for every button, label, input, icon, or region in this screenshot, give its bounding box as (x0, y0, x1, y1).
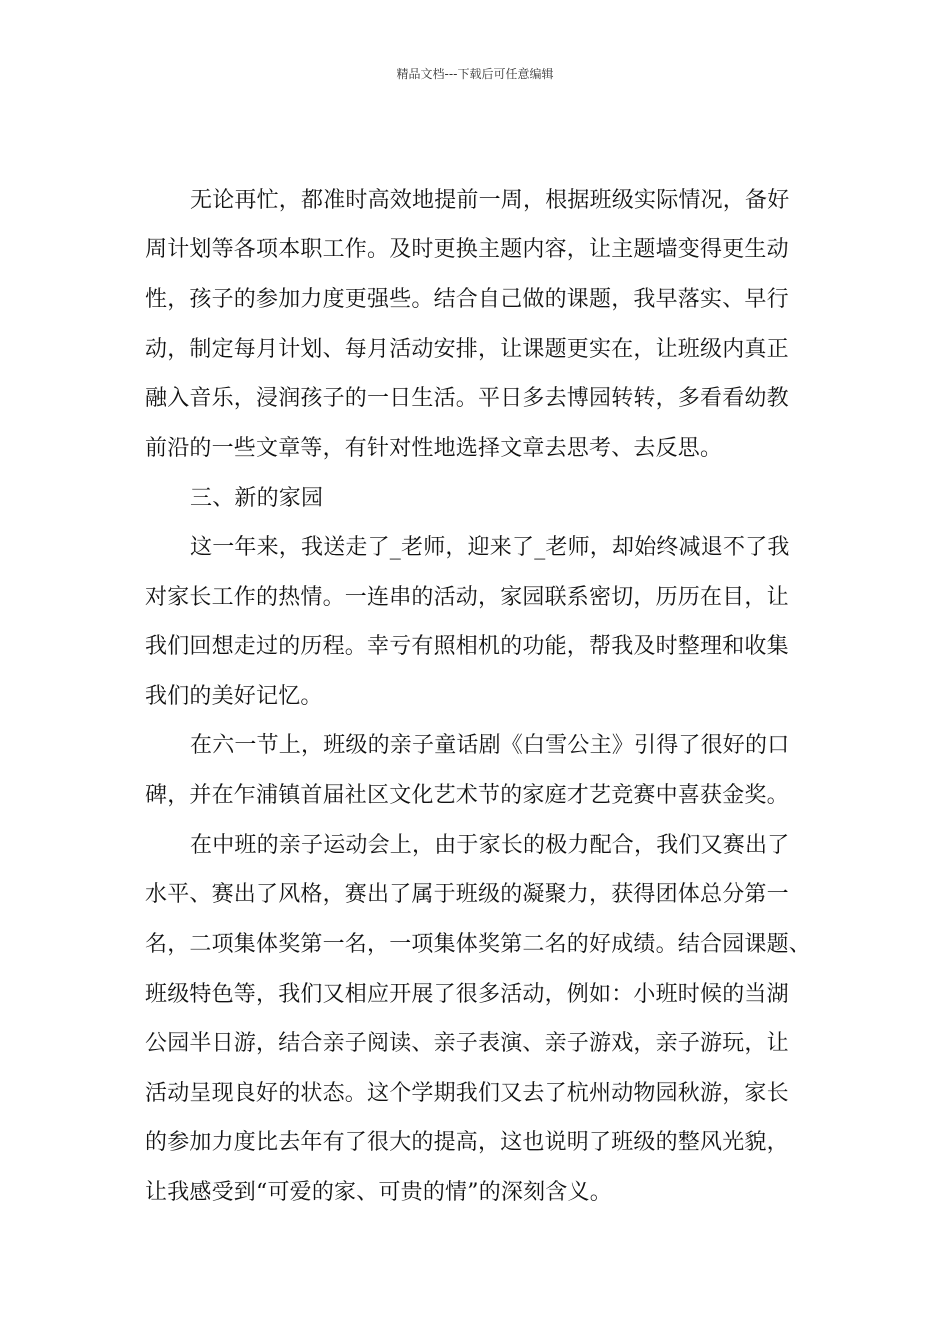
text-line: 让我感受到“可爱的家、可贵的情”的深刻含义。 (145, 1180, 612, 1205)
text-line: 碑，并在乍浦镇首届社区文化艺术节的家庭才艺竞赛中喜获金奖。 (145, 783, 789, 808)
text-line: 融入音乐，浸润孩子的一日生活。平日多去博园转转，多看看幼教 (145, 386, 789, 411)
page-header: 精品文档---下载后可任意编辑 (396, 67, 554, 81)
text-line: 班级特色等，我们又相应开展了很多活动，例如：小班时候的当湖 (145, 982, 789, 1007)
text-line: 这一年来，我送走了_老师，迎来了_老师，却始终减退不了我 (190, 535, 790, 560)
text-line: 前沿的一些文章等，有针对性地选择文章去思考、去反思。 (145, 436, 723, 461)
text-line: 动，制定每月计划、每月活动安排，让课题更实在，让班级内真正 (145, 337, 789, 362)
section-heading: 三、新的家园 (190, 486, 324, 511)
text-line: 活动呈现良好的状态。这个学期我们又去了杭州动物园秋游，家长 (145, 1081, 789, 1106)
text-line: 我们的美好记忆。 (145, 684, 323, 709)
text-line: 我们回想走过的历程。幸亏有照相机的功能，帮我及时整理和收集 (145, 634, 789, 659)
text-line: 在六一节上，班级的亲子童话剧《白雪公主》引得了很好的口 (190, 733, 790, 758)
text-line: 性，孩子的参加力度更强些。结合自己做的课题，我早落实、早行 (145, 287, 789, 312)
text-line: 在中班的亲子运动会上，由于家长的极力配合，我们又赛出了 (190, 833, 790, 858)
text-line: 名，二项集体奖第一名，一项集体奖第二名的好成绩。结合园课题、 (145, 932, 812, 957)
text-line: 周计划等各项本职工作。及时更换主题内容，让主题墙变得更生动 (145, 237, 789, 262)
text-line: 的参加力度比去年有了很大的提高，这也说明了班级的整风光貌， (145, 1130, 789, 1155)
text-line: 公园半日游，结合亲子阅读、亲子表演、亲子游戏，亲子游玩，让 (145, 1031, 789, 1056)
text-line: 无论再忙，都准时高效地提前一周，根据班级实际情况，备好 (190, 188, 790, 213)
text-line: 对家长工作的热情。一连串的活动，家园联系密切，历历在目，让 (145, 585, 789, 610)
text-line: 水平、赛出了风格，赛出了属于班级的凝聚力，获得团体总分第一 (145, 882, 789, 907)
